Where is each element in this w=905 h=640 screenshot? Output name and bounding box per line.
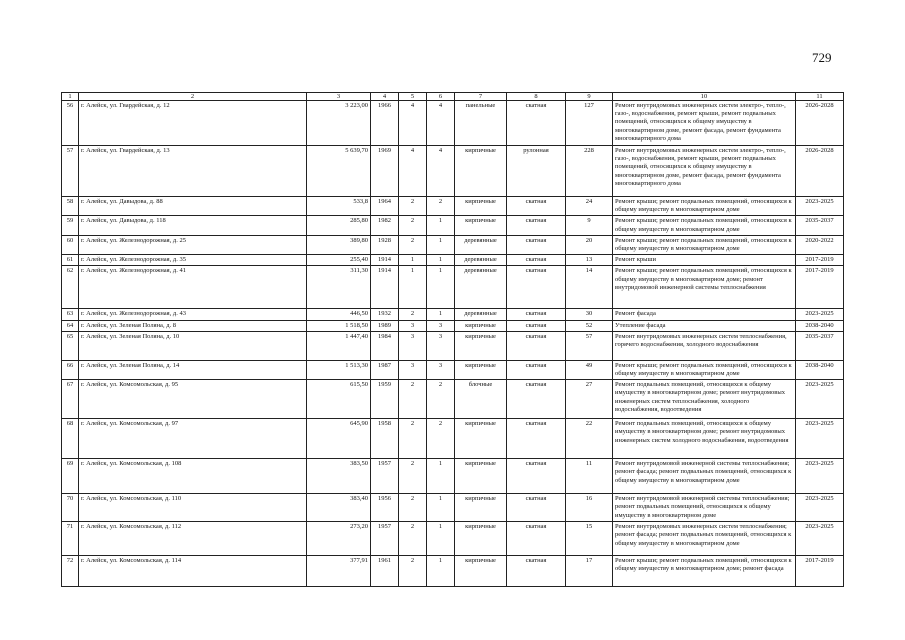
row-number-cell: 68 [62,419,79,459]
wall-material-cell: кирпичные [455,556,507,587]
area-cell: 255,40 [307,255,371,266]
address-cell: г. Алейск, ул. Комсомольская, д. 110 [79,494,307,522]
page-number: 729 [812,50,832,65]
entrances-cell: 1 [427,556,455,587]
floors-cell: 2 [399,459,427,494]
address-cell: г. Алейск, ул. Комсомольская, д. 97 [79,419,307,459]
roof-type-cell: скатная [507,459,566,494]
floors-cell: 2 [399,380,427,419]
column-number: 2 [79,93,307,101]
roof-type-cell: скатная [507,101,566,146]
residents-cell: 49 [566,360,613,379]
year-cell: 1958 [371,419,399,459]
entrances-cell: 3 [427,331,455,360]
roof-type-cell: скатная [507,255,566,266]
repair-period-cell: 2017-2019 [796,556,844,587]
residents-cell: 20 [566,235,613,254]
floors-cell: 1 [399,266,427,309]
wall-material-cell: деревянные [455,235,507,254]
roof-type-cell: рулонная [507,146,566,197]
planned-works-cell: Ремонт подвальных помещений, относящихся к общему имуществу в многоквартирном доме; ремонт внутридомовых инженерных систем холодного водоснабжения, водоотведения [613,419,796,459]
year-cell: 1928 [371,235,399,254]
planned-works-cell: Ремонт крыши; ремонт подвальных помещений, относящихся к общему имуществу в многоквартирном доме [613,235,796,254]
column-number: 7 [455,93,507,101]
wall-material-cell: деревянные [455,255,507,266]
repair-period-cell: 2023-2025 [796,494,844,522]
address-cell: г. Алейск, ул. Гвардейская, д. 12 [79,101,307,146]
entrances-cell: 1 [427,235,455,254]
entrances-cell: 1 [427,266,455,309]
roof-type-cell: скатная [507,360,566,379]
planned-works-cell: Ремонт внутридомовой инженерной системы теплоснабжения; ремонт подвальных помещений, относящихся к общему имуществу в многоквартирном доме [613,494,796,522]
column-number: 10 [613,93,796,101]
column-number-row [62,93,844,101]
address-cell: г. Алейск, ул. Комсомольская, д. 112 [79,522,307,556]
table-row [62,216,844,235]
row-number-cell: 57 [62,146,79,197]
area-cell: 615,50 [307,380,371,419]
address-cell: г. Алейск, ул. Комсомольская, д. 108 [79,459,307,494]
floors-cell: 2 [399,216,427,235]
area-cell: 389,80 [307,235,371,254]
year-cell: 1932 [371,309,399,320]
address-cell: г. Алейск, ул. Зеленая Поляна, д. 8 [79,320,307,331]
roof-type-cell: скатная [507,216,566,235]
repair-period-cell: 2038-2040 [796,320,844,331]
floors-cell: 3 [399,360,427,379]
entrances-cell: 1 [427,459,455,494]
row-number-cell: 64 [62,320,79,331]
floors-cell: 2 [399,197,427,216]
floors-cell: 2 [399,556,427,587]
entrances-cell: 1 [427,494,455,522]
housing-registry-table [61,92,844,587]
roof-type-cell: скатная [507,494,566,522]
row-number-cell: 69 [62,459,79,494]
year-cell: 1914 [371,266,399,309]
residents-cell: 11 [566,459,613,494]
roof-type-cell: скатная [507,266,566,309]
floors-cell: 4 [399,146,427,197]
planned-works-cell: Утепление фасада [613,320,796,331]
year-cell: 1982 [371,216,399,235]
wall-material-cell: кирпичные [455,459,507,494]
repair-period-cell: 2023-2025 [796,522,844,556]
repair-period-cell: 2035-2037 [796,216,844,235]
residents-cell: 127 [566,101,613,146]
entrances-cell: 4 [427,146,455,197]
repair-period-cell: 2035-2037 [796,331,844,360]
address-cell: г. Алейск, ул. Зеленая Поляна, д. 10 [79,331,307,360]
table-row [62,320,844,331]
address-cell: г. Алейск, ул. Зеленая Поляна, д. 14 [79,360,307,379]
planned-works-cell: Ремонт внутридомовых инженерных систем электро-, тепло-, газо-, водоснабжения, ремонт крыши, ремонт подвальных помещений, относящихся к общему имуществу в многоквартирном доме, ремонт фасада, ремонт фундамента многоквартирного дома [613,101,796,146]
roof-type-cell: скатная [507,309,566,320]
residents-cell: 14 [566,266,613,309]
residents-cell: 13 [566,255,613,266]
row-number-cell: 71 [62,522,79,556]
entrances-cell: 2 [427,419,455,459]
column-number: 8 [507,93,566,101]
repair-period-cell: 2038-2040 [796,360,844,379]
table-row [62,101,844,146]
repair-period-cell: 2026-2028 [796,146,844,197]
repair-period-cell: 2023-2025 [796,459,844,494]
entrances-cell: 1 [427,216,455,235]
address-cell: г. Алейск, ул. Железнодорожная, д. 35 [79,255,307,266]
entrances-cell: 2 [427,380,455,419]
residents-cell: 16 [566,494,613,522]
entrances-cell: 3 [427,320,455,331]
wall-material-cell: деревянные [455,309,507,320]
repair-period-cell: 2020-2022 [796,235,844,254]
wall-material-cell: деревянные [455,266,507,309]
residents-cell: 228 [566,146,613,197]
row-number-cell: 65 [62,331,79,360]
repair-period-cell: 2023-2025 [796,197,844,216]
planned-works-cell: Ремонт крыши; ремонт подвальных помещений, относящихся к общему имуществу в многоквартирном доме [613,197,796,216]
entrances-cell: 3 [427,360,455,379]
roof-type-cell: скатная [507,419,566,459]
planned-works-cell: Ремонт внутридомовых инженерных систем теплоснабжения; ремонт фасада; ремонт подвальных помещений, относящихся к общему имуществу в многоквартирном доме [613,522,796,556]
year-cell: 1956 [371,494,399,522]
wall-material-cell: кирпичные [455,494,507,522]
address-cell: г. Алейск, ул. Железнодорожная, д. 43 [79,309,307,320]
roof-type-cell: скатная [507,380,566,419]
row-number-cell: 62 [62,266,79,309]
year-cell: 1969 [371,146,399,197]
year-cell: 1987 [371,360,399,379]
area-cell: 645,90 [307,419,371,459]
address-cell: г. Алейск, ул. Давыдова, д. 118 [79,216,307,235]
repair-period-cell: 2017-2019 [796,266,844,309]
area-cell: 5 639,70 [307,146,371,197]
wall-material-cell: кирпичные [455,320,507,331]
column-number: 11 [796,93,844,101]
entrances-cell: 4 [427,101,455,146]
residents-cell: 57 [566,331,613,360]
roof-type-cell: скатная [507,197,566,216]
floors-cell: 3 [399,331,427,360]
floors-cell: 4 [399,101,427,146]
table-row [62,494,844,522]
address-cell: г. Алейск, ул. Давыдова, д. 88 [79,197,307,216]
floors-cell: 2 [399,494,427,522]
repair-period-cell: 2023-2025 [796,309,844,320]
entrances-cell: 1 [427,255,455,266]
row-number-cell: 59 [62,216,79,235]
table-row [62,380,844,419]
area-cell: 1 513,30 [307,360,371,379]
table-row [62,522,844,556]
table-row [62,235,844,254]
table-row [62,331,844,360]
year-cell: 1961 [371,556,399,587]
table-row [62,146,844,197]
year-cell: 1957 [371,459,399,494]
residents-cell: 24 [566,197,613,216]
residents-cell: 22 [566,419,613,459]
area-cell: 383,50 [307,459,371,494]
row-number-cell: 63 [62,309,79,320]
area-cell: 533,8 [307,197,371,216]
area-cell: 377,91 [307,556,371,587]
year-cell: 1959 [371,380,399,419]
wall-material-cell: кирпичные [455,522,507,556]
floors-cell: 2 [399,522,427,556]
column-number: 9 [566,93,613,101]
area-cell: 383,40 [307,494,371,522]
wall-material-cell: блочные [455,380,507,419]
address-cell: г. Алейск, ул. Железнодорожная, д. 25 [79,235,307,254]
year-cell: 1966 [371,101,399,146]
column-number: 5 [399,93,427,101]
table-body [62,93,844,587]
roof-type-cell: скатная [507,235,566,254]
roof-type-cell: скатная [507,320,566,331]
residents-cell: 52 [566,320,613,331]
wall-material-cell: кирпичные [455,331,507,360]
row-number-cell: 56 [62,101,79,146]
planned-works-cell: Ремонт внутридомовой инженерной системы теплоснабжения; ремонт фасада; ремонт подвальных помещений, относящихся к общему имуществу в многоквартирном доме [613,459,796,494]
wall-material-cell: кирпичные [455,216,507,235]
entrances-cell: 1 [427,522,455,556]
floors-cell: 2 [399,235,427,254]
table-row [62,309,844,320]
planned-works-cell: Ремонт крыши [613,255,796,266]
year-cell: 1914 [371,255,399,266]
repair-period-cell: 2023-2025 [796,419,844,459]
planned-works-cell: Ремонт крыши; ремонт подвальных помещений, относящихся к общему имуществу в многоквартирном доме; ремонт внутридомовой инженерной системы теплоснабжения [613,266,796,309]
row-number-cell: 72 [62,556,79,587]
address-cell: г. Алейск, ул. Комсомольская, д. 114 [79,556,307,587]
planned-works-cell: Ремонт подвальных помещений, относящихся к общему имуществу в многоквартирном доме; ремонт внутридомовых инженерных систем теплоснабжения, холодного водоснабжения, водоотведения [613,380,796,419]
wall-material-cell: панельные [455,101,507,146]
row-number-cell: 67 [62,380,79,419]
residents-cell: 30 [566,309,613,320]
table-row [62,419,844,459]
row-number-cell: 70 [62,494,79,522]
wall-material-cell: кирпичные [455,197,507,216]
repair-period-cell: 2023-2025 [796,380,844,419]
wall-material-cell: кирпичные [455,360,507,379]
wall-material-cell: кирпичные [455,419,507,459]
address-cell: г. Алейск, ул. Железнодорожная, д. 41 [79,266,307,309]
table-row [62,266,844,309]
year-cell: 1989 [371,320,399,331]
column-number: 1 [62,93,79,101]
planned-works-cell: Ремонт внутридомовых инженерных систем теплоснабжения, горячего водоснабжения, холодного водоснабжения [613,331,796,360]
year-cell: 1957 [371,522,399,556]
area-cell: 1 447,40 [307,331,371,360]
area-cell: 273,20 [307,522,371,556]
repair-period-cell: 2026-2028 [796,101,844,146]
residents-cell: 9 [566,216,613,235]
roof-type-cell: скатная [507,331,566,360]
table-row [62,556,844,587]
year-cell: 1984 [371,331,399,360]
row-number-cell: 60 [62,235,79,254]
floors-cell: 2 [399,419,427,459]
area-cell: 3 223,00 [307,101,371,146]
floors-cell: 2 [399,309,427,320]
area-cell: 1 518,50 [307,320,371,331]
address-cell: г. Алейск, ул. Гвардейская, д. 13 [79,146,307,197]
table-row [62,360,844,379]
table-row [62,459,844,494]
wall-material-cell: кирпичные [455,146,507,197]
roof-type-cell: скатная [507,522,566,556]
residents-cell: 17 [566,556,613,587]
area-cell: 285,80 [307,216,371,235]
row-number-cell: 58 [62,197,79,216]
area-cell: 446,50 [307,309,371,320]
table-row [62,197,844,216]
row-number-cell: 66 [62,360,79,379]
area-cell: 311,30 [307,266,371,309]
table-row [62,255,844,266]
entrances-cell: 1 [427,309,455,320]
residents-cell: 27 [566,380,613,419]
column-number: 3 [307,93,371,101]
planned-works-cell: Ремонт крыши; ремонт подвальных помещений, относящихся к общему имуществу в многоквартирном доме [613,216,796,235]
planned-works-cell: Ремонт фасада [613,309,796,320]
planned-works-cell: Ремонт крыши; ремонт подвальных помещений, относящихся к общему имуществу в многоквартирном доме; ремонт фасада [613,556,796,587]
address-cell: г. Алейск, ул. Комсомольская, д. 95 [79,380,307,419]
row-number-cell: 61 [62,255,79,266]
floors-cell: 1 [399,255,427,266]
residents-cell: 15 [566,522,613,556]
floors-cell: 3 [399,320,427,331]
planned-works-cell: Ремонт внутридомовых инженерных систем электро-, тепло-, газо-, водоснабжения, ремонт крыши, ремонт подвальных помещений, относящихся к общему имуществу в многоквартирном доме, ремонт фасада, ремонт фундамента многоквартирного дома [613,146,796,197]
entrances-cell: 2 [427,197,455,216]
column-number: 6 [427,93,455,101]
year-cell: 1964 [371,197,399,216]
column-number: 4 [371,93,399,101]
planned-works-cell: Ремонт крыши; ремонт подвальных помещений, относящихся к общему имуществу в многоквартирном доме [613,360,796,379]
repair-period-cell: 2017-2019 [796,255,844,266]
roof-type-cell: скатная [507,556,566,587]
